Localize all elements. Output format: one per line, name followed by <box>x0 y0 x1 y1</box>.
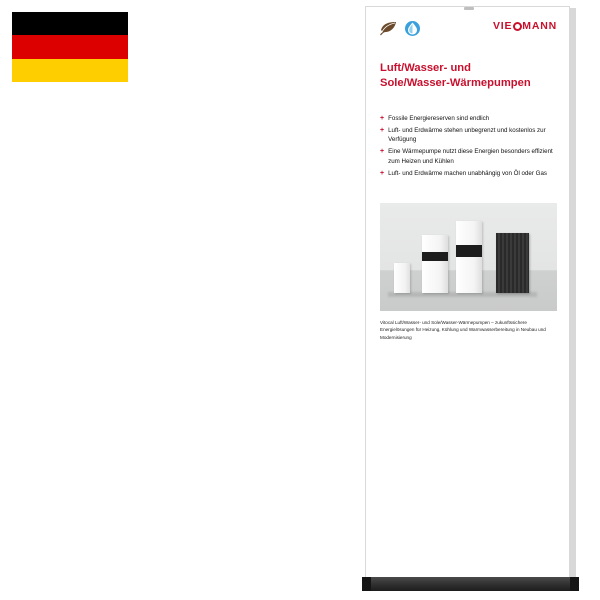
plus-icon: + <box>380 114 385 122</box>
banner-base-cap-right <box>570 577 579 591</box>
flag-band-gold <box>12 59 128 82</box>
banner-base-cap-left <box>362 577 371 591</box>
flag-band-red <box>12 35 128 58</box>
bullet-text: Eine Wärmepumpe nutzt diese Energien besonders effizient zum Heizen und Kühlen <box>388 148 553 165</box>
list-item <box>380 114 555 123</box>
product-unit-medium-band <box>422 252 448 261</box>
water-drop-icon <box>404 20 421 37</box>
bullet-text: Fossile Energiereserven sind endlich <box>388 114 490 122</box>
plus-icon: + <box>380 169 385 177</box>
list-item <box>380 147 555 166</box>
photo-caption: Vitocal Luft/Wasser- und Sole/Wasser-Wärmepumpen – zukunftssichere Energielösungen für Heizung, Kühlung und Warmwasserbereitung in Neubau und Modernisierung <box>380 320 546 340</box>
heat-pump-product-photo <box>380 203 557 311</box>
german-flag <box>12 12 128 82</box>
list-item <box>380 126 555 145</box>
banner-bullet-list <box>380 114 555 178</box>
plus-icon: + <box>380 148 385 156</box>
banner-panel <box>365 6 570 582</box>
viessmann-logo <box>493 20 557 32</box>
leaf-icon <box>380 21 397 36</box>
brand-mark-icon <box>513 22 522 31</box>
product-unit-dark <box>496 233 529 293</box>
product-unit-small <box>394 263 410 293</box>
list-item <box>380 169 555 178</box>
banner-base <box>362 577 573 591</box>
headline-line-2: Sole/Wasser-Wärmepumpen <box>380 77 531 90</box>
product-unit-tall <box>456 221 482 293</box>
bullet-text: Luft- und Erdwärme machen unabhängig von Öl oder Gas <box>388 169 547 177</box>
headline-line-1: Luft/Wasser- und <box>380 62 471 74</box>
product-unit-medium <box>422 235 448 293</box>
banner-headline <box>380 61 555 92</box>
brand-text-after: MANN <box>522 20 557 32</box>
brand-text-before: VIE <box>492 20 513 32</box>
plus-icon: + <box>380 126 385 134</box>
product-unit-tall-band <box>456 245 482 257</box>
flag-band-black <box>12 12 128 35</box>
rollup-banner <box>365 6 576 591</box>
bullet-text: Luft- und Erdwärme stehen unbegrenzt und kostenlos zur Verfügung <box>388 126 546 144</box>
